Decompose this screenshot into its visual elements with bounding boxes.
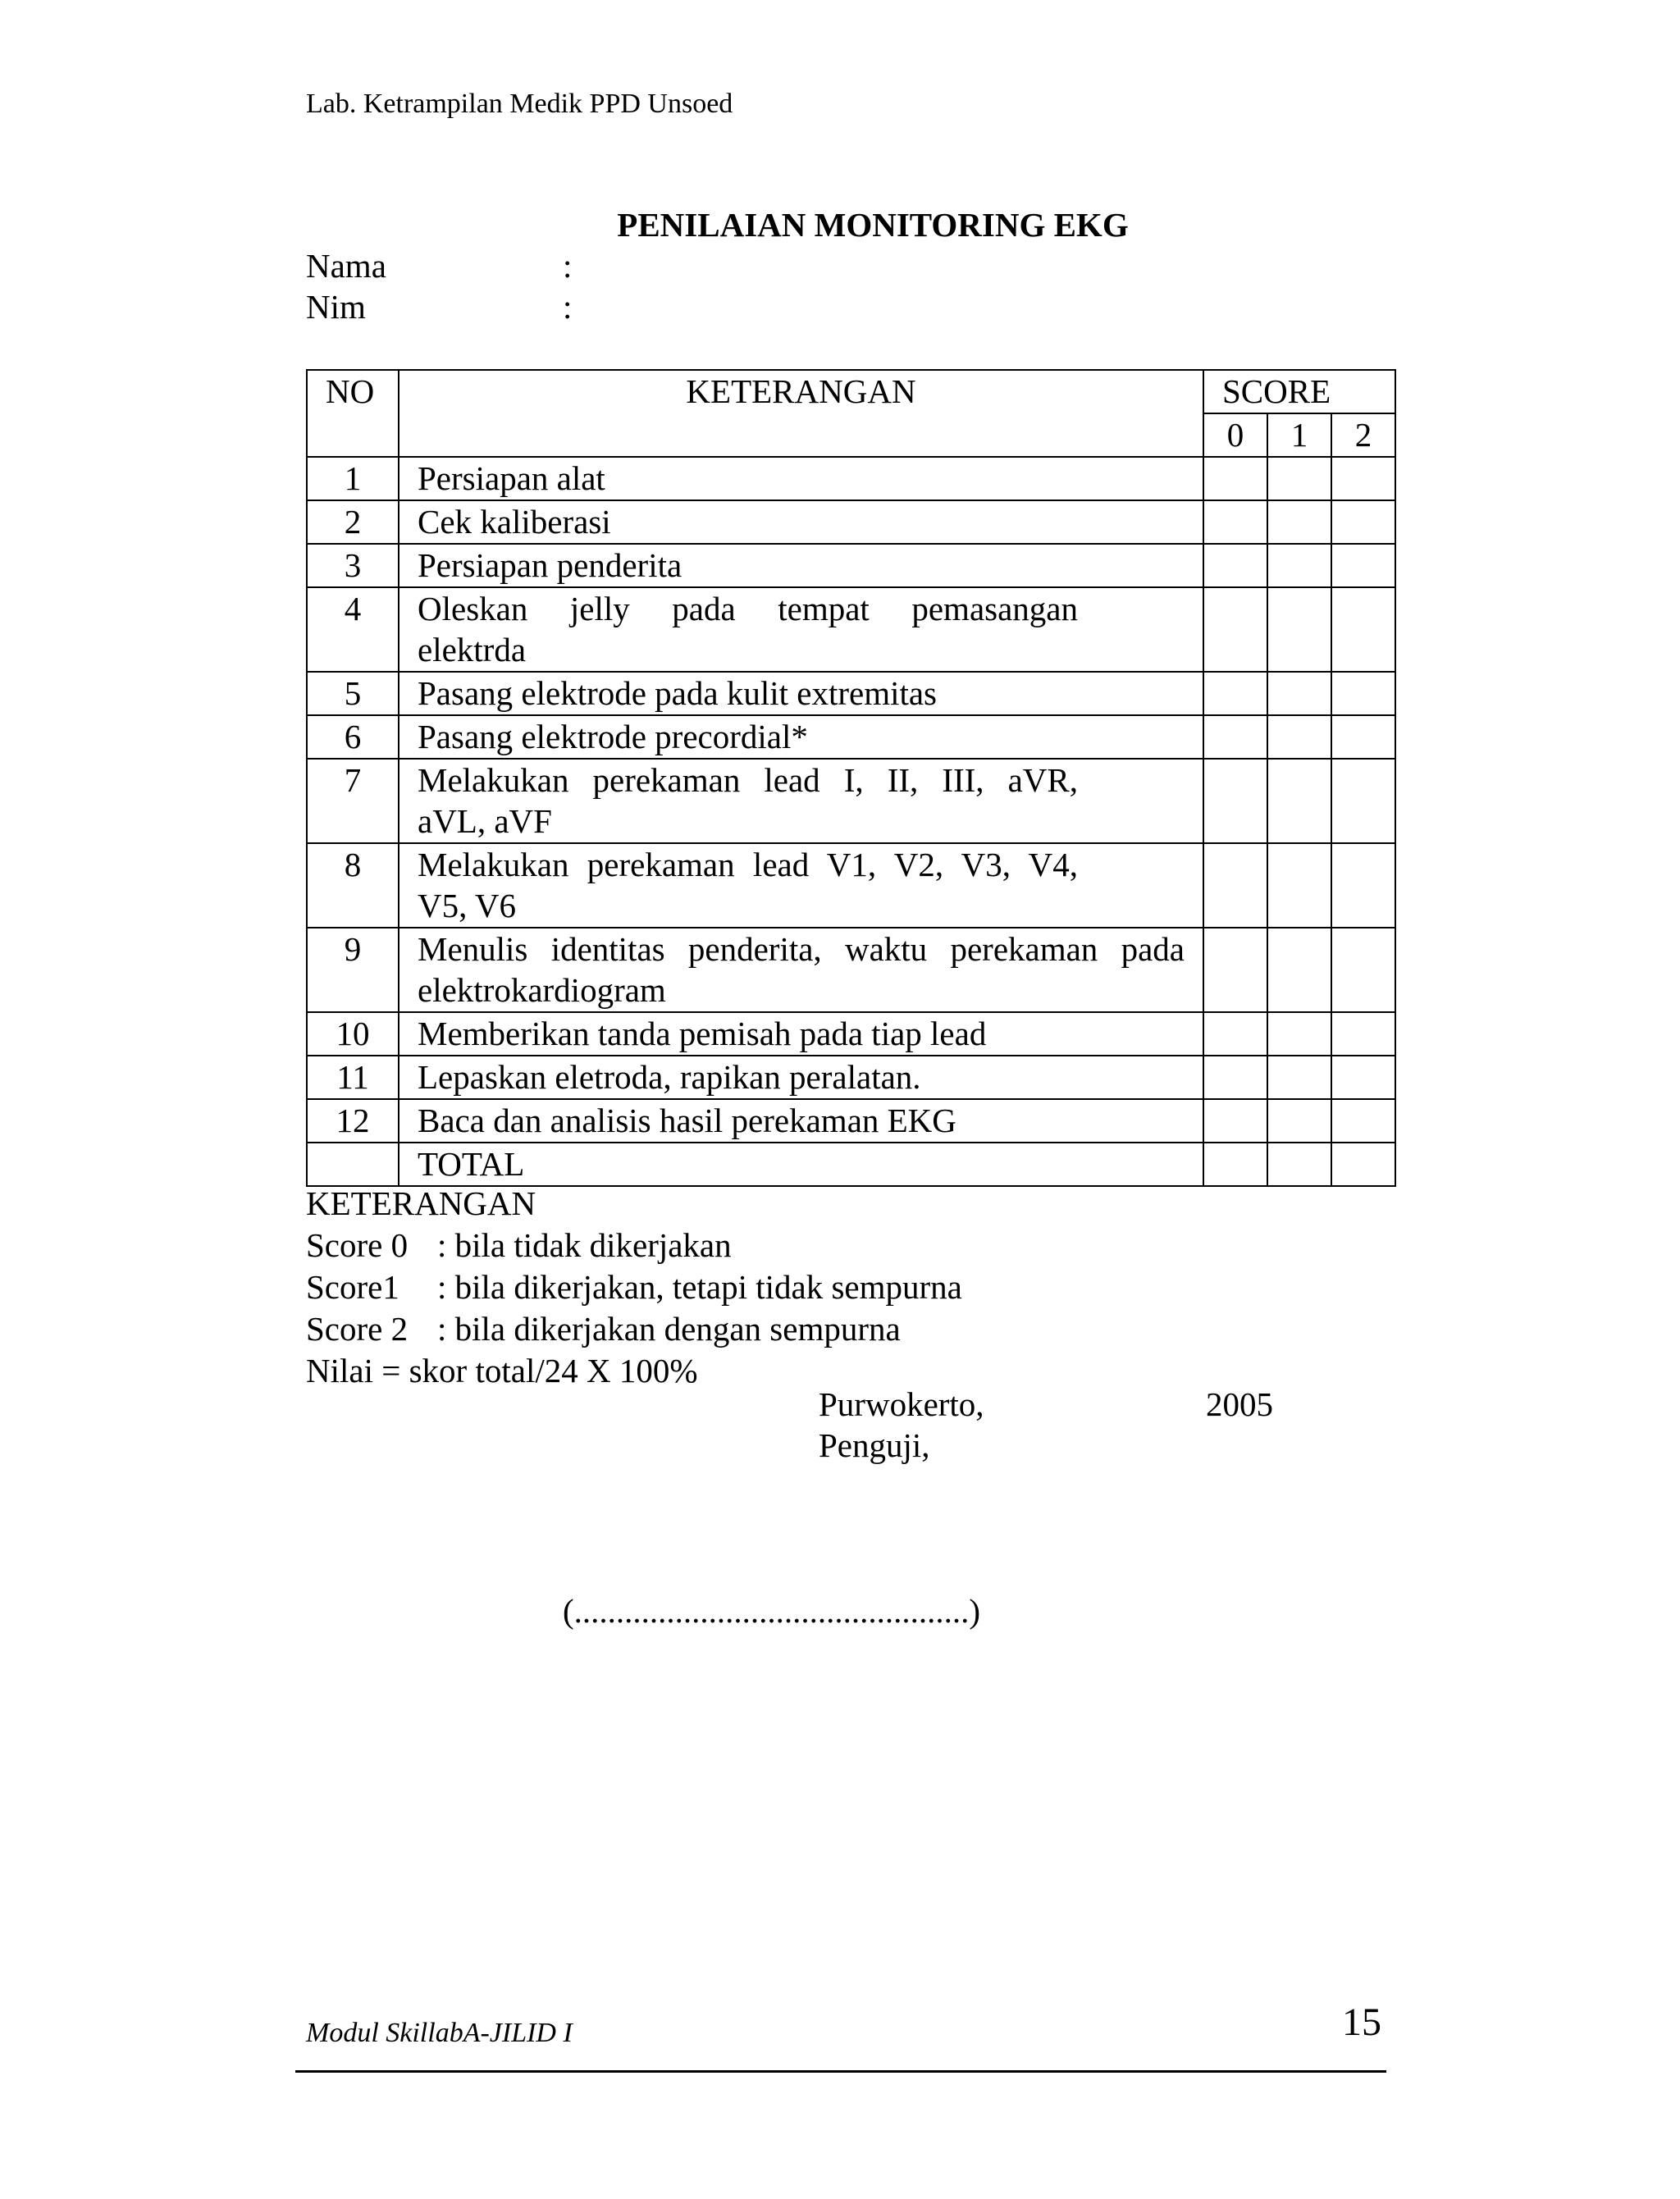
row-description bbox=[399, 544, 1203, 587]
row-description bbox=[399, 1012, 1203, 1056]
row-description bbox=[399, 1056, 1203, 1099]
row-description-line2: elektrokardiogram bbox=[418, 971, 666, 1009]
score-col-2: 2 bbox=[1331, 413, 1395, 457]
row-number bbox=[307, 1143, 399, 1186]
signature-year: 2005 bbox=[1206, 1385, 1273, 1423]
score-cell-1[interactable] bbox=[1267, 843, 1331, 928]
score-cell-1[interactable] bbox=[1267, 1012, 1331, 1056]
table-row bbox=[307, 587, 1395, 672]
score-cell-1[interactable] bbox=[1267, 1056, 1331, 1099]
row-description-line1: Menulis identitas penderita, waktu perekaman pada bbox=[418, 930, 1185, 968]
row-number: 2 bbox=[307, 500, 399, 544]
table-row bbox=[307, 457, 1395, 500]
row-description bbox=[399, 928, 1203, 1012]
row-number: 6 bbox=[307, 715, 399, 759]
score-cell-0[interactable] bbox=[1203, 759, 1267, 843]
score-col-0: 0 bbox=[1203, 413, 1267, 457]
row-description-line2: aVL, aVF bbox=[418, 802, 552, 840]
header-keterangan: KETERANGAN bbox=[399, 370, 1203, 457]
score-cell-1[interactable] bbox=[1267, 715, 1331, 759]
running-header: Lab. Ketrampilan Medik PPD Unsoed bbox=[306, 89, 733, 119]
page-title: PENILAIAN MONITORING EKG bbox=[617, 206, 1129, 244]
row-description-line1: Melakukan perekaman lead V1, V2, V3, V4, bbox=[418, 846, 1078, 883]
score-cell-2[interactable] bbox=[1331, 672, 1395, 715]
row-description bbox=[399, 587, 1203, 672]
row-description-line1: Memberikan tanda pemisah pada tiap lead bbox=[418, 1015, 987, 1052]
score-cell-0[interactable] bbox=[1203, 928, 1267, 1012]
note-item bbox=[306, 1308, 962, 1350]
row-description bbox=[399, 457, 1203, 500]
score-cell-2[interactable] bbox=[1331, 1099, 1395, 1143]
signature-place: Purwokerto, bbox=[819, 1385, 984, 1423]
table-row bbox=[307, 928, 1395, 1012]
row-description-line1: Cek kaliberasi bbox=[418, 503, 611, 541]
score-cell-1[interactable] bbox=[1267, 544, 1331, 587]
score-cell-0[interactable] bbox=[1203, 544, 1267, 587]
score-cell-1[interactable] bbox=[1267, 457, 1331, 500]
notes-heading: KETERANGAN bbox=[306, 1184, 536, 1222]
row-description-line1: Pasang elektrode pada kulit extremitas bbox=[418, 674, 938, 712]
score-cell-0[interactable] bbox=[1203, 457, 1267, 500]
table-row bbox=[307, 1099, 1395, 1143]
page-number: 15 bbox=[1342, 2001, 1381, 2044]
note-key: Score1 bbox=[306, 1268, 399, 1306]
note-text: : bila tidak dikerjakan bbox=[437, 1226, 732, 1264]
header-score: SCORE bbox=[1203, 370, 1395, 413]
table-row bbox=[307, 1143, 1395, 1186]
row-description bbox=[399, 759, 1203, 843]
score-cell-0[interactable] bbox=[1203, 843, 1267, 928]
row-number: 7 bbox=[307, 759, 399, 843]
header-no: NO bbox=[307, 370, 399, 457]
score-cell-2[interactable] bbox=[1331, 1143, 1395, 1186]
row-description-line1: Persiapan penderita bbox=[418, 546, 682, 584]
note-text: : bila dikerjakan dengan sempurna bbox=[437, 1310, 901, 1348]
table-row bbox=[307, 672, 1395, 715]
row-description bbox=[399, 715, 1203, 759]
table-row bbox=[307, 500, 1395, 544]
row-number: 4 bbox=[307, 587, 399, 672]
score-cell-0[interactable] bbox=[1203, 1012, 1267, 1056]
table-row bbox=[307, 544, 1395, 587]
row-number: 5 bbox=[307, 672, 399, 715]
row-number: 12 bbox=[307, 1099, 399, 1143]
row-description-line1: Lepaskan eletroda, rapikan peralatan. bbox=[418, 1058, 921, 1096]
field-label-nama: Nama bbox=[306, 247, 386, 285]
notes-block bbox=[306, 1183, 962, 1392]
table-row bbox=[307, 759, 1395, 843]
row-description bbox=[399, 1143, 1203, 1186]
score-cell-0[interactable] bbox=[1203, 1056, 1267, 1099]
row-number: 3 bbox=[307, 544, 399, 587]
row-description-line2: V5, V6 bbox=[418, 887, 516, 924]
row-description bbox=[399, 1099, 1203, 1143]
score-cell-0[interactable] bbox=[1203, 1143, 1267, 1186]
score-table bbox=[306, 369, 1396, 1187]
score-cell-1[interactable] bbox=[1267, 672, 1331, 715]
table-row bbox=[307, 715, 1395, 759]
note-text: : bila dikerjakan, tetapi tidak sempurna bbox=[437, 1268, 962, 1306]
row-number: 9 bbox=[307, 928, 399, 1012]
score-cell-2[interactable] bbox=[1331, 928, 1395, 1012]
field-label-nim: Nim bbox=[306, 288, 366, 326]
score-formula: Nilai = skor total/24 X 100% bbox=[306, 1352, 698, 1389]
score-cell-2[interactable] bbox=[1331, 587, 1395, 672]
score-cell-2[interactable] bbox=[1331, 544, 1395, 587]
score-cell-0[interactable] bbox=[1203, 672, 1267, 715]
score-cell-1[interactable] bbox=[1267, 500, 1331, 544]
score-cell-2[interactable] bbox=[1331, 500, 1395, 544]
note-item bbox=[306, 1266, 962, 1308]
row-description-line1: Oleskan jelly pada tempat pemasangan bbox=[418, 590, 1078, 627]
row-description bbox=[399, 672, 1203, 715]
score-cell-2[interactable] bbox=[1331, 1012, 1395, 1056]
table-row bbox=[307, 843, 1395, 928]
score-col-1: 1 bbox=[1267, 413, 1331, 457]
score-cell-2[interactable] bbox=[1331, 457, 1395, 500]
row-number: 1 bbox=[307, 457, 399, 500]
row-description-line1: Melakukan perekaman lead I, II, III, aVR, bbox=[418, 761, 1078, 799]
row-description-line1: TOTAL bbox=[418, 1145, 525, 1183]
score-cell-1[interactable] bbox=[1267, 759, 1331, 843]
score-cell-0[interactable] bbox=[1203, 500, 1267, 544]
footer-rule bbox=[295, 2070, 1386, 2073]
score-cell-2[interactable] bbox=[1331, 715, 1395, 759]
score-cell-0[interactable] bbox=[1203, 715, 1267, 759]
field-colon-nama: : bbox=[563, 247, 573, 285]
score-cell-1[interactable] bbox=[1267, 928, 1331, 1012]
footer-module: Modul SkillabA-JILID I bbox=[306, 2018, 573, 2048]
row-description-line2: elektrda bbox=[418, 631, 527, 668]
table-row bbox=[307, 1012, 1395, 1056]
row-description-line1: Baca dan analisis hasil perekaman EKG bbox=[418, 1102, 956, 1139]
row-number: 11 bbox=[307, 1056, 399, 1099]
note-key: Score 0 bbox=[306, 1226, 409, 1264]
note-item bbox=[306, 1225, 962, 1266]
row-number: 8 bbox=[307, 843, 399, 928]
row-description-line1: Persiapan alat bbox=[418, 459, 605, 497]
score-cell-2[interactable] bbox=[1331, 843, 1395, 928]
field-colon-nim: : bbox=[563, 288, 573, 326]
score-cell-2[interactable] bbox=[1331, 1056, 1395, 1099]
table-header-row bbox=[307, 370, 1395, 413]
row-description bbox=[399, 500, 1203, 544]
note-key: Score 2 bbox=[306, 1310, 409, 1348]
score-cell-1[interactable] bbox=[1267, 1099, 1331, 1143]
row-number: 10 bbox=[307, 1012, 399, 1056]
signature-role: Penguji, bbox=[819, 1426, 930, 1464]
score-cell-1[interactable] bbox=[1267, 1143, 1331, 1186]
table-row bbox=[307, 1056, 1395, 1099]
row-description-line1: Pasang elektrode precordial* bbox=[418, 718, 808, 755]
score-cell-1[interactable] bbox=[1267, 587, 1331, 672]
score-cell-2[interactable] bbox=[1331, 759, 1395, 843]
row-description bbox=[399, 843, 1203, 928]
signature-blank: (...............................................) bbox=[563, 1592, 981, 1630]
score-cell-0[interactable] bbox=[1203, 587, 1267, 672]
score-cell-0[interactable] bbox=[1203, 1099, 1267, 1143]
